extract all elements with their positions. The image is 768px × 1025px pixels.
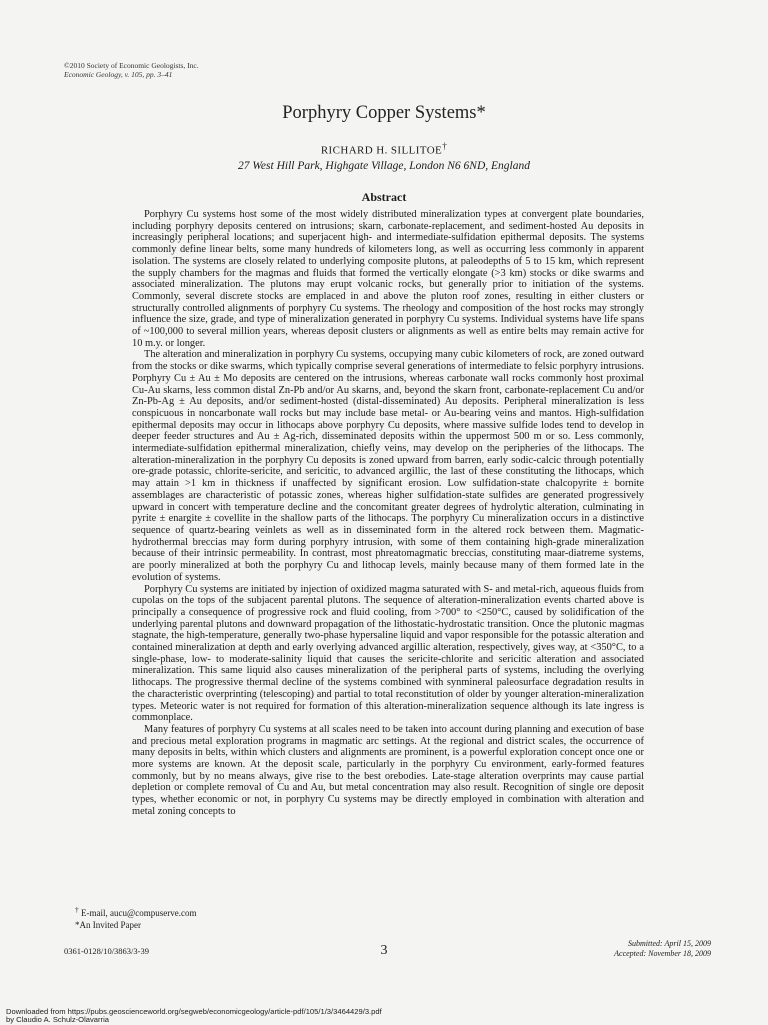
abstract-paragraph: Porphyry Cu systems host some of the most widely distributed mineralization types at convergent plate boundaries, including porphyry deposits centered on intrusions; skarn, carbonate-replacement, and sediment-hosted Au deposits in increasingly peripheral locations; and superjacent high- and intermediate-sulfidation epithermal deposits. The systems commonly define linear belts, some many hundreds of kilometers long, as well as occurring less commonly in apparent isolation. The systems are closely related to underlying composite plutons, at paleodepths of 5 to 15 km, which represent the supply chambers for the magmas and fluids that formed the vertically elongate (>3 km) stocks or dike swarms and associated mineralization. The plutons may erupt volcanic rocks, but generally prior to initiation of the systems. Commonly, several discrete stocks are emplaced in and above the pluton roof zones, resulting in either clusters or structurally controlled alignments of porphyry Cu systems. The rheology and composition of the host rocks may strongly influence the size, grade, and type of mineralization generated in porphyry Cu systems. Individual systems have life spans of ~100,000 to several million years, whereas deposit clusters or alignments as well as entire belts may remain active for 10 m.y. or longer.: [132, 209, 644, 349]
footnote-marker: †: [75, 905, 79, 914]
footnotes: [75, 904, 197, 931]
submitted-date: Submitted: April 15, 2009: [628, 939, 711, 948]
page-number: 3: [380, 943, 388, 958]
copyright-line: ©2010 Society of Economic Geologists, Inc.: [64, 61, 199, 70]
copyright-block: [64, 62, 199, 79]
author-line: [0, 141, 768, 157]
author-affiliation: 27 West Hill Park, Highgate Village, London N6 6ND, England: [238, 160, 530, 172]
download-url-line: Downloaded from https://pubs.geoscienceworld.org/segweb/economicgeology/article-pdf/105/1/3/3464429/3.pdf: [6, 1007, 382, 1016]
author-name: RICHARD H. SILLITOE: [320, 144, 443, 157]
accepted-date: Accepted: November 18, 2009: [614, 948, 711, 958]
paper-title: Porphyry Copper Systems*: [282, 103, 486, 123]
footnote-text: An Invited Paper: [79, 920, 141, 930]
footnote-marker: *: [75, 920, 80, 930]
abstract-paragraph: The alteration and mineralization in porphyry Cu systems, occupying many cubic kilometers of rock, are zoned outward from the stocks or dike swarms, which typically comprise several generations of intermediate to felsic porphyry intrusions. Porphyry Cu ± Au ± Mo deposits are centered on the intrusions, whereas carbonate wall rocks commonly host proximal Cu-Au skarns, less common distal Zn-Pb and/or Au skarns, and, beyond the skarn front, carbonate-replacement Cu and/or Zn-Pb-Ag ± Au deposits, and/or sediment-hosted (distal-disseminated) Au deposits. Peripheral mineralization is less conspicuous in noncarbonate wall rocks but may include base metal- or Au-bearing veins and mantos. High-sulfidation epithermal deposits may occur in lithocaps above porphyry Cu deposits, where massive sulfide lodes tend to develop in deeper feeder structures and Au ± Ag-rich, disseminated deposits within the uppermost 500 m or so. Less commonly, intermediate-sulfidation epithermal mineralization, chiefly veins, may develop on the peripheries of the lithocaps. The alteration-mineralization in the porphyry Cu deposits is zoned upward from barren, early sodic-calcic through potentially ore-grade potassic, chlorite-sericite, and sericitic, to advanced argillic, the last of these constituting the lithocaps, which may attain >1 km in thickness if unaffected by significant erosion. Low sulfidation-state chalcopyrite ± bornite assemblages are characteristic of potassic zones, whereas higher sulfidation-state sulfides are generated progressively upward in concert with temperature decline and the concomitant greater degrees of hydrolytic alteration, culminating in pyrite ± enargite ± covellite in the shallow parts of the lithocaps. The porphyry Cu mineralization occurs in a distinctive sequence of quartz-bearing veinlets as well as in disseminated form in the altered rock between them. Magmatic-hydrothermal breccias may form during porphyry intrusion, with some of them containing high-grade mineralization because of their intrinsic permeability. In contrast, most phreatomagmatic breccias, constituting maar-diatreme systems, are poorly mineralized at both the porphyry Cu and lithocap levels, mainly because many of them formed late in the evolution of systems.: [132, 349, 644, 583]
footnote-text: E-mail, aucu@compuserve.com: [81, 908, 197, 918]
download-notice: [6, 1008, 382, 1025]
issn-code: 0361-0128/10/3863/3-39: [64, 946, 149, 956]
abstract-body: [132, 209, 644, 818]
author-footnote-marker: †: [442, 141, 448, 151]
abstract-paragraph: Porphyry Cu systems are initiated by injection of oxidized magma saturated with S- and metal-rich, aqueous fluids from cupolas on the tops of the subjacent parental plutons. The sequence of alteration-mineralization events charted above is principally a consequence of progressive rock and fluid cooling, from >700° to <250°C, caused by solidification of the underlying parental plutons and downward propagation of the lithostatic-hydrostatic transition. Once the plutonic magmas stagnate, the high-temperature, generally two-phase hypersaline liquid and vapor responsible for the potassic alteration and contained mineralization at depth and early overlying advanced argillic alteration, respectively, gives way, at <350°C, to a single-phase, low- to moderate-salinity liquid that causes the sericite-chlorite and sericitic alteration and associated mineralization. This same liquid also causes mineralization of the peripheral parts of systems, including the overlying lithocaps. The progressive thermal decline of the systems combined with synmineral paleosurface degradation results in the characteristic overprinting (telescoping) and partial to total reconstitution of older by younger alteration-mineralization types. Meteoric water is not required for formation of this alteration-mineralization sequence although its late ingress is commonplace.: [132, 583, 644, 724]
submission-dates: [614, 939, 711, 958]
download-user-line: by Claudio A. Schulz-Olavarria: [6, 1015, 109, 1025]
abstract-paragraph: Many features of porphyry Cu systems at all scales need to be taken into account during planning and execution of base and precious metal exploration programs in magmatic arc settings. At the regional and district scales, the occurrence of many deposits in belts, within which clusters and alignments are prominent, is a powerful exploration concept once one or more systems are known. At the deposit scale, particularly in the porphyry Cu environment, early-formed features commonly, but by no means always, give rise to the best orebodies. Late-stage alteration overprints may cause partial depletion or complete removal of Cu and Au, but metal concentration may also result. Recognition of single ore deposit types, whether economic or not, in porphyry Cu systems may be directly employed in combination with alteration and metal zoning concepts to: [132, 723, 644, 817]
journal-citation: Economic Geology, v. 105, pp. 3–41: [64, 69, 173, 79]
footnote-email: [75, 904, 197, 919]
abstract-heading: Abstract: [361, 190, 407, 204]
footnote-invited: [75, 919, 197, 931]
